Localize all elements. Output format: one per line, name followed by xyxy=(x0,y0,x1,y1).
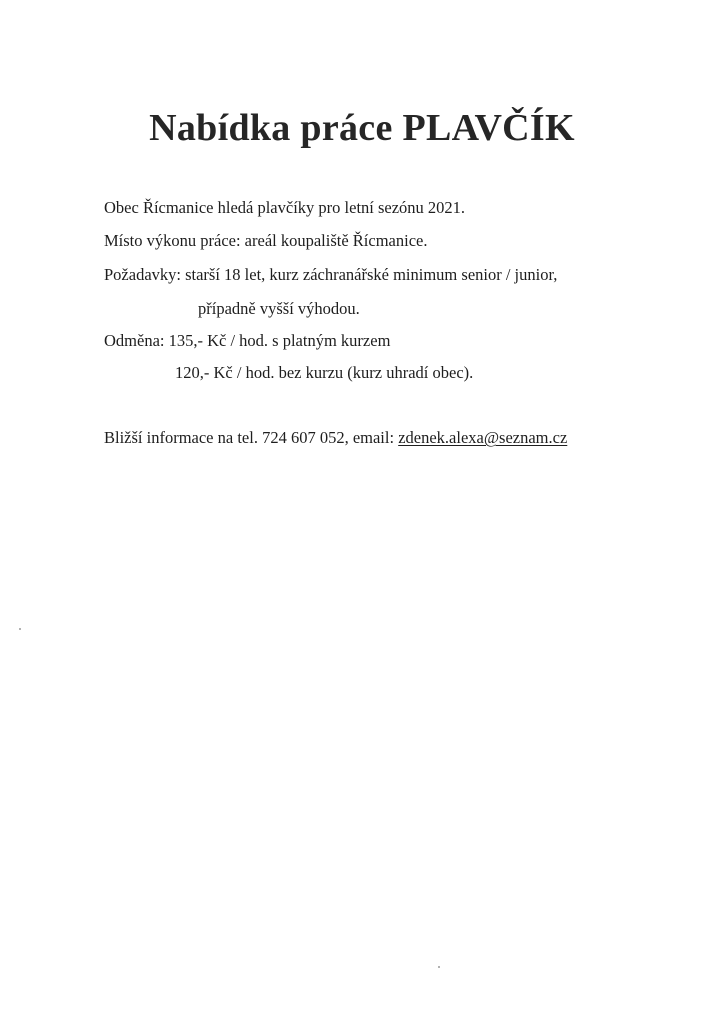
intro-line: Obec Řícmanice hledá plavčíky pro letní sezónu 2021. xyxy=(104,198,466,217)
email-link[interactable]: zdenek.alexa@seznam.cz xyxy=(398,428,568,447)
scan-speck xyxy=(19,628,21,630)
workplace-line: Místo výkonu práce: areál koupaliště Řícmanice. xyxy=(104,231,428,250)
reward-line: Odměna: 135,- Kč / hod. s platným kurzem xyxy=(104,331,391,350)
reward-continuation-line: 120,- Kč / hod. bez kurzu (kurz uhradí obec). xyxy=(175,363,474,382)
contact-line xyxy=(104,427,567,449)
scan-speck xyxy=(438,966,440,968)
page-title: Nabídka práce PLAVČÍK xyxy=(149,107,575,149)
requirements-line: Požadavky: starší 18 let, kurz záchranářské minimum senior / junior, xyxy=(104,265,558,284)
contact-text: Bližší informace na tel. 724 607 052, email: xyxy=(104,428,399,447)
requirements-continuation-line: případně vyšší výhodou. xyxy=(198,299,360,318)
